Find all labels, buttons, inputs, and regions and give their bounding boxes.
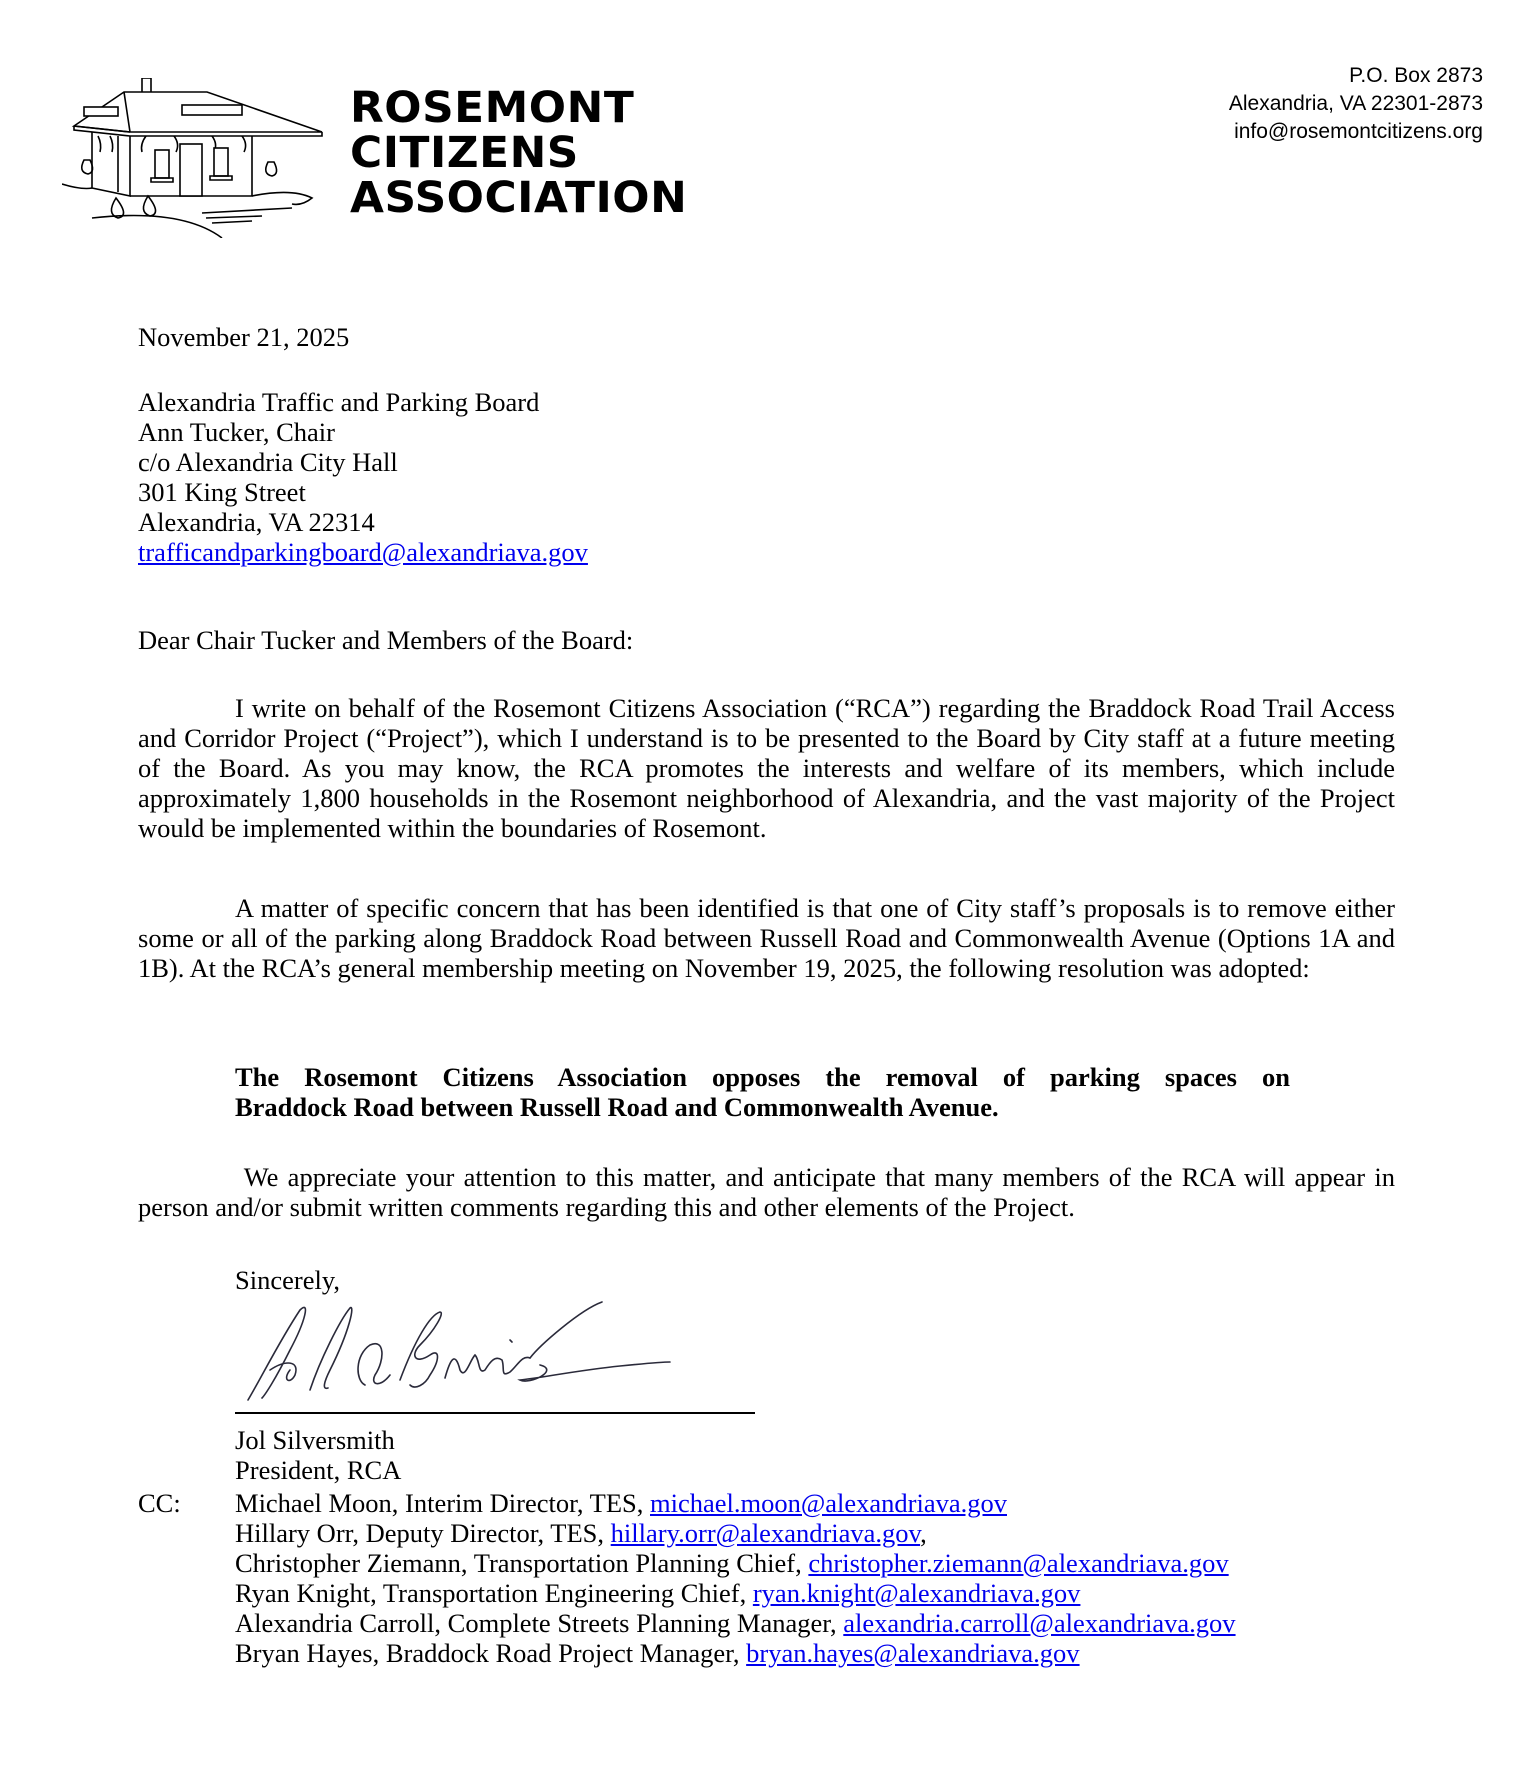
- signer-block: [235, 1425, 401, 1485]
- city-state-zip: Alexandria, VA 22301-2873: [1228, 92, 1483, 115]
- cc-recipient-name: Alexandria Carroll, Complete Streets Planning Manager,: [235, 1608, 844, 1638]
- cc-recipient-name: Michael Moon, Interim Director, TES,: [235, 1488, 650, 1518]
- cc-recipient: [235, 1578, 1236, 1608]
- rosemont-station-logo: [62, 78, 352, 238]
- body-paragraph-3-text: We appreciate your attention to this matter, and anticipate that many members of the RCA will appear in person and/or submit written comments regarding this and other elements of the Project.: [138, 1162, 1395, 1222]
- salutation: Dear Chair Tucker and Members of the Board:: [138, 625, 634, 655]
- cc-email-link[interactable]: michael.moon@alexandriava.gov: [650, 1488, 1007, 1518]
- cc-email-link[interactable]: bryan.hayes@alexandriava.gov: [746, 1638, 1080, 1668]
- cc-recipient: [235, 1548, 1236, 1578]
- resolution-line-1: The Rosemont Citizens Association opposes the removal of parking spaces on: [235, 1062, 1290, 1092]
- recipient-street: 301 King Street: [138, 477, 306, 507]
- cc-email-link[interactable]: alexandria.carroll@alexandriava.gov: [843, 1608, 1236, 1638]
- resolution-text: [235, 1062, 1290, 1122]
- cc-email-link[interactable]: christopher.ziemann@alexandriava.gov: [808, 1548, 1229, 1578]
- cc-recipient-name: Christopher Ziemann, Transportation Planning Chief,: [235, 1548, 809, 1578]
- cc-email-link[interactable]: ryan.knight@alexandriava.gov: [752, 1578, 1081, 1608]
- cc-suffix: ,: [920, 1518, 927, 1548]
- cc-recipient: [235, 1488, 1236, 1518]
- letter-date: November 21, 2025: [138, 322, 350, 352]
- cc-recipient: [235, 1608, 1236, 1638]
- cc-recipient: [235, 1638, 1236, 1668]
- cc-recipient: [235, 1518, 1236, 1548]
- cc-email-link[interactable]: hillary.orr@alexandriava.gov: [610, 1518, 921, 1548]
- return-address: [1229, 62, 1483, 146]
- org-name-line-3: ASSOCIATION: [350, 173, 688, 223]
- cc-list: [235, 1488, 1236, 1668]
- signature-line: [235, 1412, 755, 1414]
- recipient-email-link[interactable]: trafficandparkingboard@alexandriava.gov: [138, 537, 588, 567]
- recipient-city: Alexandria, VA 22314: [138, 507, 375, 537]
- recipient-org: Alexandria Traffic and Parking Board: [138, 387, 540, 417]
- cc-recipient-name: Ryan Knight, Transportation Engineering Chief,: [235, 1578, 753, 1608]
- resolution-line-2: Braddock Road between Russell Road and Commonwealth Avenue.: [235, 1092, 999, 1122]
- po-box: P.O. Box 2873: [1349, 64, 1483, 87]
- signature-icon: [240, 1300, 760, 1420]
- body-paragraph-3: [138, 1162, 1395, 1222]
- org-email: info@rosemontcitizens.org: [1234, 120, 1483, 143]
- train-station-icon: [62, 78, 352, 238]
- cc-label: CC:: [138, 1488, 181, 1518]
- body-paragraph-1: [138, 693, 1395, 843]
- cc-recipient-name: Hillary Orr, Deputy Director, TES,: [235, 1518, 611, 1548]
- recipient-address: [138, 387, 588, 567]
- signer-name: Jol Silversmith: [235, 1425, 395, 1455]
- org-name-line-1: ROSEMONT: [350, 83, 635, 133]
- handwritten-signature: [240, 1300, 760, 1420]
- body-paragraph-1-text: I write on behalf of the Rosemont Citizens Association (“RCA”) regarding the Braddock Road Trail Access and Corridor Project (“Project”), which I understand is to be presented to the Board by City staff at a future meeting of the Board. As you may know, the RCA promotes the interests and welfare of its members, which include approximately 1,800 households in the Rosemont neighborhood of Alexandria, and the vast majority of the Project would be implemented within the boundaries of Rosemont.: [138, 693, 1395, 843]
- organization-name: [350, 83, 688, 223]
- signer-title: President, RCA: [235, 1455, 402, 1485]
- recipient-care-of: c/o Alexandria City Hall: [138, 447, 398, 477]
- body-paragraph-2: [138, 893, 1395, 983]
- recipient-name: Ann Tucker, Chair: [138, 417, 335, 447]
- body-paragraph-2-text: A matter of specific concern that has been identified is that one of City staff’s proposals is to remove either some or all of the parking along Braddock Road between Russell Road and Commonwealth Avenue (Options 1A and 1B). At the RCA’s general membership meeting on November 19, 2025, the following resolution was adopted:: [138, 893, 1395, 983]
- cc-recipient-name: Bryan Hayes, Braddock Road Project Manager,: [235, 1638, 747, 1668]
- valediction: Sincerely,: [235, 1265, 340, 1295]
- org-name-line-2: CITIZENS: [350, 128, 579, 178]
